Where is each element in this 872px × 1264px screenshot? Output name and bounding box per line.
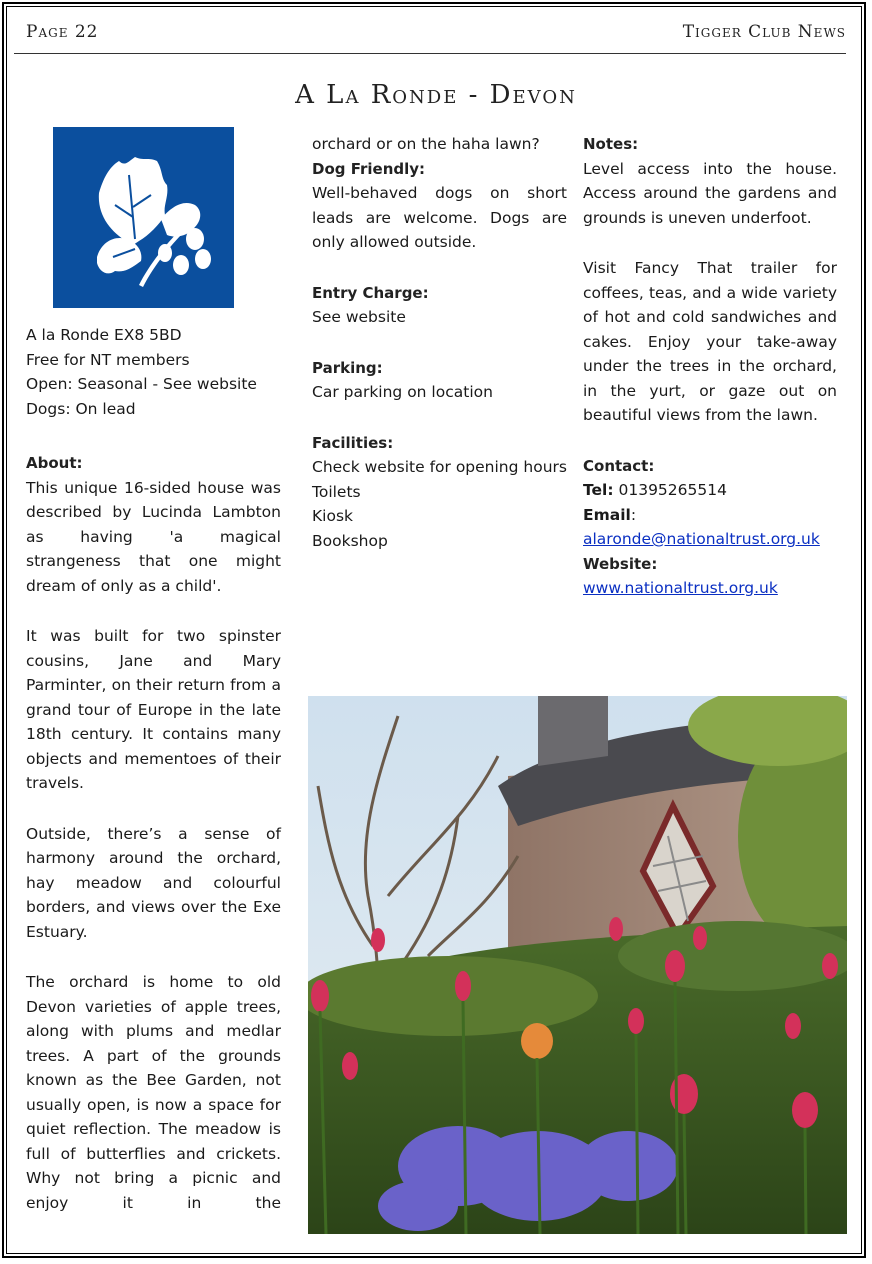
dog-friendly-text: Well-behaved dogs on short leads are welcome. Dogs are only allowed outside. <box>312 184 567 251</box>
facility-item: Toilets <box>312 482 361 501</box>
email-row: Email: <box>583 505 637 524</box>
garden-photo <box>308 696 847 1234</box>
telephone <box>583 478 837 503</box>
price: Free for NT members <box>26 350 190 369</box>
entry-charge-heading: Entry Charge: <box>312 283 429 302</box>
facility-item: Kiosk <box>312 507 354 525</box>
opening: Open: Seasonal - See website <box>26 375 257 393</box>
page-number: Page 22 <box>26 22 99 42</box>
about-paragraph-1: This unique 16-sided house was described by Lucinda Lambton as having 'a magical strangeness that one might dream of only as a child'. <box>26 478 281 595</box>
dogs: Dogs: On lead <box>26 399 136 418</box>
notes-heading: Notes: <box>583 135 639 153</box>
facilities-heading: Facilities: <box>312 433 394 452</box>
notes-paragraph-2: Visit Fancy That trailer for coffees, teas, and a wide variety of hot and cold sandwiches and cakes. Enjoy your take-away under the trees in the orchard, in the yurt, or gaze out on beautiful views from the lawn. <box>583 259 837 424</box>
national-trust-logo <box>53 127 234 308</box>
about-paragraph-4-continued: orchard or on the haha lawn? <box>312 135 540 153</box>
tel-label: Tel: <box>583 481 614 499</box>
contact-heading: Contact: <box>583 456 655 475</box>
oak-leaf-icon <box>53 127 234 308</box>
notes-paragraph-1: Level access into the house. Access around the gardens and grounds is uneven underfoot. <box>583 159 837 227</box>
publication-name: Tigger Club News <box>682 22 846 42</box>
column-right <box>583 132 837 601</box>
entry-charge-text: See website <box>312 308 406 326</box>
parking-text: Car parking on location <box>312 383 493 401</box>
address: A la Ronde EX8 5BD <box>26 326 182 344</box>
column-middle <box>312 132 567 553</box>
website-label: Website: <box>583 554 658 573</box>
header-rule <box>14 53 846 54</box>
email-link[interactable]: alaronde@nationaltrust.org.uk <box>583 530 820 548</box>
about-paragraph-4: The orchard is home to old Devon varieties of apple trees, along with plums and medlar trees. A part of the grounds known as the Bee Garden, not usually open, is now a space for quiet reflection. The meadow is full of butterflies and crickets. Why not bring a picnic and enjoy it in the <box>26 973 281 1212</box>
website-link[interactable]: www.nationaltrust.org.uk <box>583 579 778 597</box>
dog-friendly-heading: Dog Friendly: <box>312 159 426 178</box>
parking-heading: Parking: <box>312 358 383 377</box>
about-paragraph-3: Outside, there’s a sense of harmony around the orchard, hay meadow and colourful borders, and views over the Exe Estuary. <box>26 824 281 941</box>
about-paragraph-2: It was built for two spinster cousins, Jane and Mary Parminter, on their return from a grand tour of Europe in the late 18th century. It contains many objects and mementoes of their travels. <box>26 627 281 792</box>
email-label: Email <box>583 505 631 524</box>
about-heading: About: <box>26 454 83 472</box>
facility-item: Bookshop <box>312 531 388 550</box>
facility-item: Check website for opening hours <box>312 458 567 476</box>
article-title: A La Ronde - Devon <box>295 80 577 110</box>
column-left <box>26 323 281 1215</box>
tel-number: 01395265514 <box>618 481 727 499</box>
